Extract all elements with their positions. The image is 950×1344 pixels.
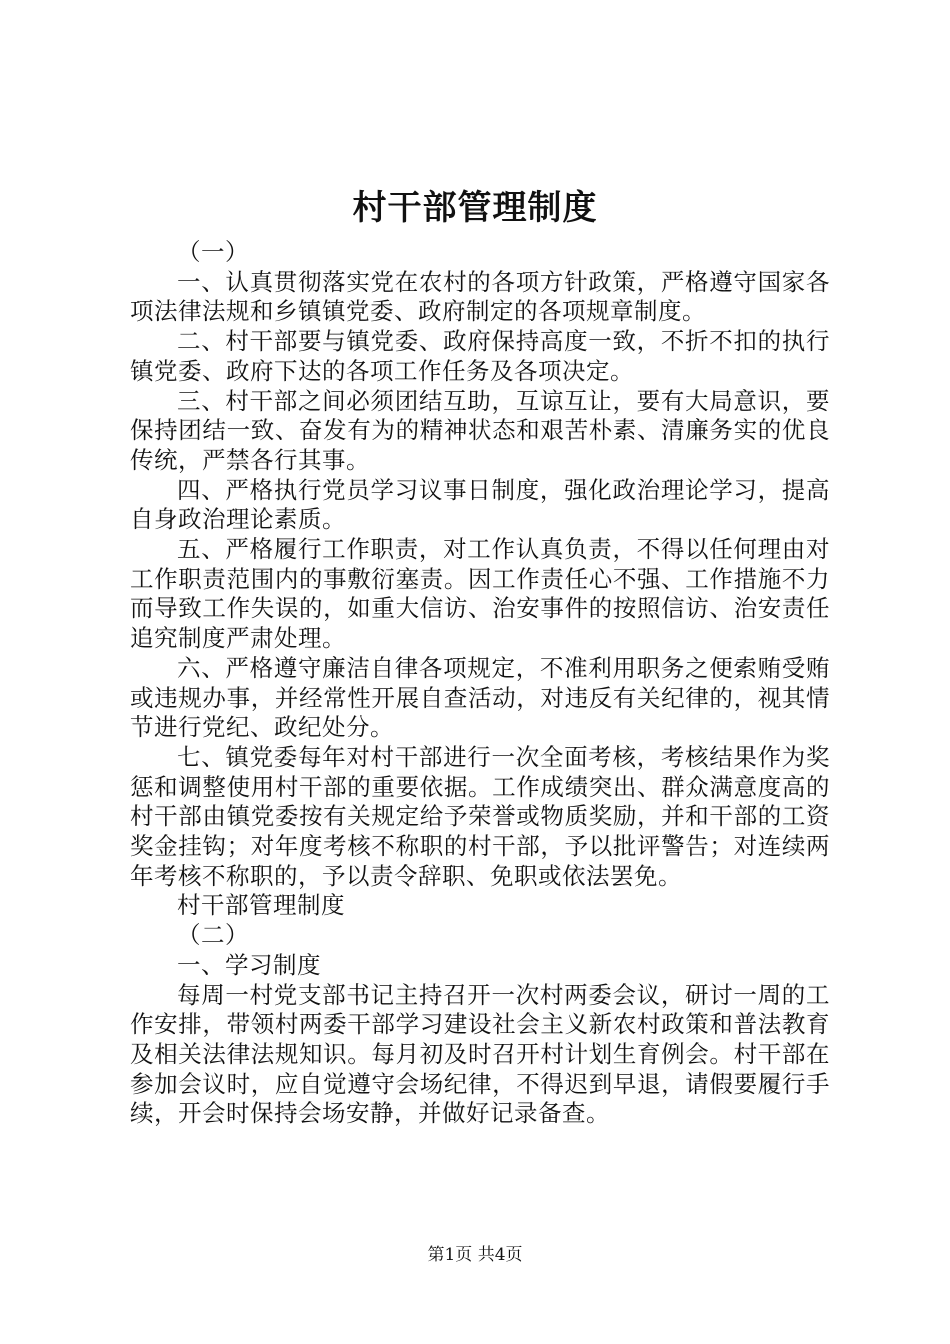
- document-body: [130, 238, 830, 1129]
- paragraph-4: 四、严格执行党员学习议事日制度，强化政治理论学习，提高自身政治理论素质。: [130, 475, 830, 534]
- paragraph-6: 六、严格遵守廉洁自律各项规定，不准利用职务之便索贿受贿或违规办事，并经常性开展自查活动，对违反有关纪律的，视其情节进行党纪、政纪处分。: [130, 653, 830, 742]
- paragraph-2: 二、村干部要与镇党委、政府保持高度一致，不折不扣的执行镇党委、政府下达的各项工作任务及各项决定。: [130, 327, 830, 385]
- paragraph-study: 每周一村党支部书记主持召开一次村两委会议，研讨一周的工作安排，带领村两委干部学习建设社会主义新农村政策和普法教育及相关法律法规知识。每月初及时召开村计划生育例会。村干部在参加会议时，应自觉遵守会场纪律，不得迟到早退，请假要履行手续，开会时保持会场安静，并做好记录备查。: [130, 980, 830, 1128]
- subtitle-repeat: 村干部管理制度: [177, 891, 345, 920]
- paragraph-1: 一、认真贯彻落实党在农村的各项方针政策，严格遵守国家各项法律法规和乡镇镇党委、政府制定的各项规章制度。: [130, 267, 830, 326]
- document-title: 村干部管理制度: [352, 188, 598, 228]
- paragraph-3: 三、村干部之间必须团结互助，互谅互让，要有大局意识，要保持团结一致、奋发有为的精神状态和艰苦朴素、清廉务实的优良传统，严禁各行其事。: [130, 386, 830, 474]
- study-system-heading: 一、学习制度: [177, 950, 321, 979]
- paragraph-5: 五、严格履行工作职责，对工作认真负责，不得以任何理由对工作职责范围内的事敷衍塞责。因工作责任心不强、工作措施不力而导致工作失误的，如重大信访、治安事件的按照信访、治安责任追究制度严肃处理。: [130, 535, 830, 653]
- section-heading-2: （二）: [177, 921, 249, 950]
- page-footer: 第1页 共4页: [427, 1245, 523, 1265]
- paragraph-7: 七、镇党委每年对村干部进行一次全面考核，考核结果作为奖惩和调整使用村干部的重要依据。工作成绩突出、群众满意度高的村干部由镇党委按有关规定给予荣誉或物质奖励，并和干部的工资奖金挂钩；对年度考核不称职的村干部，予以批评警告；对连续两年考核不称职的，予以责令辞职、免职或依法罢免。: [130, 742, 830, 890]
- section-heading-1: （一）: [177, 238, 249, 266]
